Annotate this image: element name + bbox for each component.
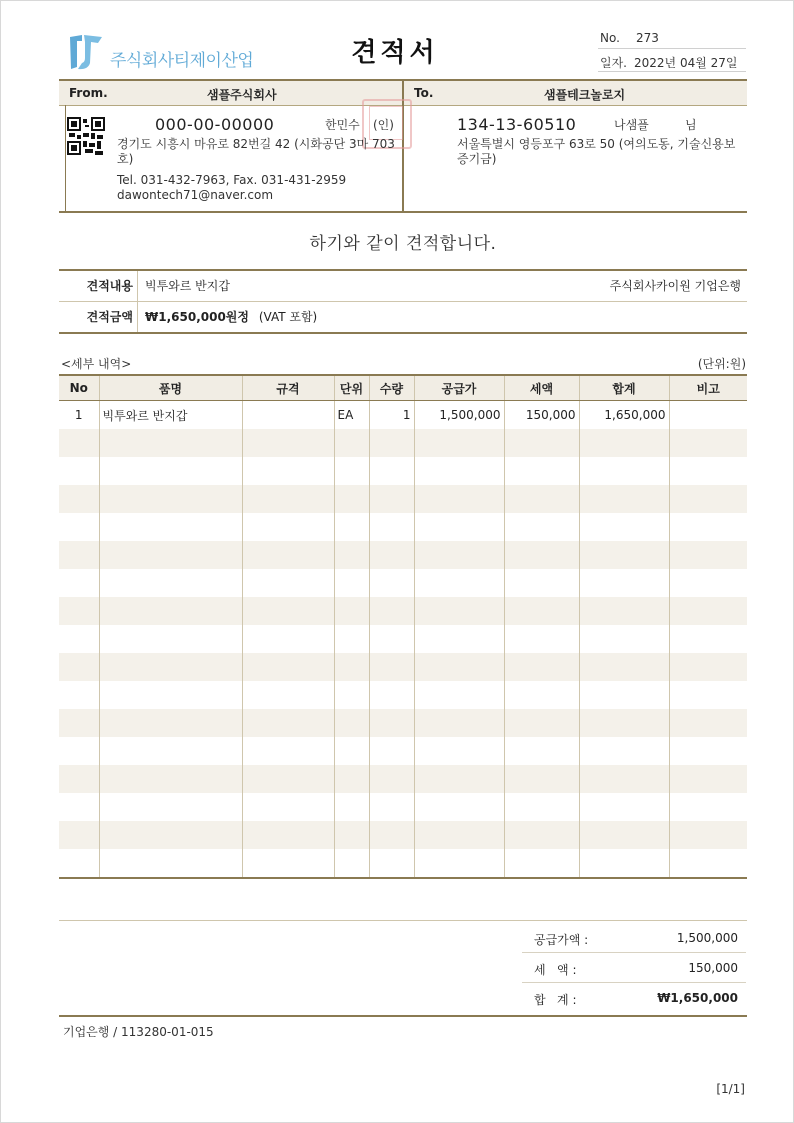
empty-cell xyxy=(579,849,669,878)
empty-cell xyxy=(99,793,242,821)
empty-cell xyxy=(99,513,242,541)
empty-cell xyxy=(669,541,747,569)
empty-cell xyxy=(59,457,99,485)
table-row-empty xyxy=(59,737,747,765)
empty-cell xyxy=(334,765,369,793)
amount-label: 견적금액 xyxy=(59,302,138,332)
empty-cell xyxy=(242,541,334,569)
empty-cell xyxy=(369,793,414,821)
empty-cell xyxy=(242,681,334,709)
from-side-rule xyxy=(65,105,66,211)
col-item: 품명 xyxy=(99,375,242,401)
tax-total-line xyxy=(522,953,746,983)
empty-cell xyxy=(504,653,579,681)
grand-total-value: ₩1,650,000 xyxy=(657,991,738,1005)
empty-cell xyxy=(369,765,414,793)
company-logo xyxy=(68,33,268,73)
empty-cell xyxy=(99,457,242,485)
table-header-row xyxy=(59,375,747,401)
empty-cell xyxy=(669,485,747,513)
to-contact: 나샘플 xyxy=(614,118,649,132)
table-row-empty xyxy=(59,849,747,878)
empty-cell xyxy=(504,849,579,878)
cell-qty: 1 xyxy=(369,401,414,430)
empty-cell xyxy=(99,653,242,681)
doc-date-value: 2022년 04월 27일 xyxy=(634,56,738,70)
empty-cell xyxy=(504,821,579,849)
cell-supply: 1,500,000 xyxy=(414,401,504,430)
empty-cell xyxy=(414,541,504,569)
empty-cell xyxy=(369,709,414,737)
empty-cell xyxy=(414,793,504,821)
items-table xyxy=(59,374,747,879)
unit-label: (단위:원) xyxy=(697,357,746,371)
empty-cell xyxy=(334,821,369,849)
empty-cell xyxy=(579,513,669,541)
amount-value-group xyxy=(145,302,317,332)
empty-cell xyxy=(59,765,99,793)
empty-cell xyxy=(59,513,99,541)
amount-note: (VAT 포함) xyxy=(258,310,318,324)
grand-total-label: 합 계 : xyxy=(534,993,577,1007)
seal-mark: (인) xyxy=(373,118,394,132)
empty-cell xyxy=(504,709,579,737)
col-supply: 공급가 xyxy=(414,375,504,401)
table-row-empty xyxy=(59,765,747,793)
bank-account: 기업은행 / 113280-01-015 xyxy=(63,1025,214,1039)
doc-date-label: 일자. xyxy=(600,56,627,70)
table-row-empty xyxy=(59,429,747,457)
empty-cell xyxy=(59,653,99,681)
cell-item: 빅투와르 반지갑 xyxy=(99,401,242,430)
content-label: 견적내용 xyxy=(59,271,138,301)
empty-cell xyxy=(99,485,242,513)
page-number: [1/1] xyxy=(716,1082,745,1096)
empty-cell xyxy=(669,429,747,457)
empty-cell xyxy=(504,737,579,765)
empty-cell xyxy=(504,541,579,569)
col-note: 비고 xyxy=(669,375,747,401)
empty-cell xyxy=(669,849,747,878)
empty-cell xyxy=(579,653,669,681)
from-tel-fax: Tel. 031-432-7963, Fax. 031-431-2959 xyxy=(117,173,347,187)
empty-cell xyxy=(242,793,334,821)
empty-cell xyxy=(242,513,334,541)
empty-cell xyxy=(669,793,747,821)
empty-cell xyxy=(99,765,242,793)
table-row-empty xyxy=(59,569,747,597)
empty-cell xyxy=(59,625,99,653)
empty-cell xyxy=(579,457,669,485)
to-honorific: 님 xyxy=(685,118,697,132)
empty-cell xyxy=(242,821,334,849)
empty-cell xyxy=(414,709,504,737)
document-title: 견적서 xyxy=(351,38,439,68)
logo-mark-icon xyxy=(68,33,104,71)
empty-cell xyxy=(334,681,369,709)
empty-cell xyxy=(59,597,99,625)
empty-cell xyxy=(242,709,334,737)
empty-cell xyxy=(414,681,504,709)
empty-cell xyxy=(99,821,242,849)
empty-cell xyxy=(99,569,242,597)
empty-cell xyxy=(369,429,414,457)
amount-value: ₩1,650,000원정 xyxy=(145,310,249,324)
empty-cell xyxy=(504,485,579,513)
empty-cell xyxy=(579,625,669,653)
empty-cell xyxy=(99,737,242,765)
empty-cell xyxy=(669,597,747,625)
empty-cell xyxy=(242,653,334,681)
tax-total-label: 세 액 : xyxy=(534,963,577,977)
summary-content-row xyxy=(59,271,747,301)
parties-block xyxy=(59,79,747,213)
empty-cell xyxy=(669,681,747,709)
empty-cell xyxy=(99,709,242,737)
empty-cell xyxy=(59,737,99,765)
empty-cell xyxy=(59,821,99,849)
empty-cell xyxy=(579,765,669,793)
table-row-empty xyxy=(59,821,747,849)
table-row-empty xyxy=(59,597,747,625)
empty-cell xyxy=(579,541,669,569)
empty-cell xyxy=(242,429,334,457)
detail-label: <세부 내역> xyxy=(61,357,132,371)
empty-cell xyxy=(504,457,579,485)
cell-unit: EA xyxy=(334,401,369,430)
empty-cell xyxy=(669,513,747,541)
supply-total-value: 1,500,000 xyxy=(676,931,738,945)
empty-cell xyxy=(99,429,242,457)
from-biz-number: 000-00-00000 xyxy=(155,115,275,134)
col-spec: 규격 xyxy=(242,375,334,401)
grand-total-line xyxy=(522,983,746,1012)
empty-cell xyxy=(334,625,369,653)
empty-cell xyxy=(669,457,747,485)
empty-cell xyxy=(504,681,579,709)
empty-cell xyxy=(579,737,669,765)
totals-top-rule xyxy=(59,920,747,921)
table-row-empty xyxy=(59,485,747,513)
table-row-empty xyxy=(59,793,747,821)
table-row-empty xyxy=(59,681,747,709)
empty-cell xyxy=(414,485,504,513)
supply-total-line xyxy=(522,923,746,953)
empty-cell xyxy=(242,737,334,765)
table-row-empty xyxy=(59,457,747,485)
empty-cell xyxy=(414,821,504,849)
empty-cell xyxy=(242,485,334,513)
col-tax: 세액 xyxy=(504,375,579,401)
doc-number-value: 273 xyxy=(636,31,659,45)
col-no: No xyxy=(59,375,99,401)
from-representative: 한민수 xyxy=(325,118,360,132)
empty-cell xyxy=(669,737,747,765)
cell-spec xyxy=(242,401,334,430)
table-row xyxy=(59,401,747,430)
qr-code-icon xyxy=(67,117,105,155)
empty-cell xyxy=(414,457,504,485)
from-label: From. xyxy=(69,86,108,100)
empty-cell xyxy=(579,821,669,849)
supply-total-label: 공급가액 : xyxy=(534,933,589,947)
empty-cell xyxy=(334,457,369,485)
empty-cell xyxy=(669,625,747,653)
table-row-empty xyxy=(59,541,747,569)
empty-cell xyxy=(579,569,669,597)
empty-cell xyxy=(242,597,334,625)
cell-total: 1,650,000 xyxy=(579,401,669,430)
doc-number xyxy=(598,28,746,49)
cell-tax: 150,000 xyxy=(504,401,579,430)
empty-cell xyxy=(334,849,369,878)
empty-cell xyxy=(242,849,334,878)
empty-cell xyxy=(414,737,504,765)
doc-date xyxy=(598,51,746,72)
to-header xyxy=(404,81,747,106)
empty-cell xyxy=(504,793,579,821)
empty-cell xyxy=(99,681,242,709)
empty-cell xyxy=(504,569,579,597)
empty-cell xyxy=(414,597,504,625)
empty-cell xyxy=(369,597,414,625)
empty-cell xyxy=(369,457,414,485)
empty-cell xyxy=(504,625,579,653)
empty-cell xyxy=(504,597,579,625)
from-company: 샘플주식회사 xyxy=(207,88,277,102)
empty-cell xyxy=(414,625,504,653)
empty-cell xyxy=(59,569,99,597)
empty-cell xyxy=(369,821,414,849)
empty-cell xyxy=(369,653,414,681)
from-address: 경기도 시흥시 마유로 82번길 42 (시화공단 3마 703호) xyxy=(117,137,395,166)
content-value: 빅투와르 반지갑 xyxy=(145,279,230,293)
empty-cell xyxy=(369,485,414,513)
empty-cell xyxy=(59,849,99,878)
col-unit: 단위 xyxy=(334,375,369,401)
empty-cell xyxy=(504,765,579,793)
cell-note xyxy=(669,401,747,430)
empty-cell xyxy=(334,429,369,457)
empty-cell xyxy=(242,625,334,653)
to-company: 샘플테크놀로지 xyxy=(544,88,626,102)
empty-cell xyxy=(669,821,747,849)
to-biz-number: 134-13-60510 xyxy=(457,115,577,134)
from-email: dawontech71@naver.com xyxy=(117,188,274,202)
empty-cell xyxy=(99,849,242,878)
empty-cell xyxy=(59,541,99,569)
empty-cell xyxy=(334,737,369,765)
empty-cell xyxy=(59,709,99,737)
empty-cell xyxy=(669,653,747,681)
empty-cell xyxy=(414,653,504,681)
col-qty: 수량 xyxy=(369,375,414,401)
empty-cell xyxy=(334,513,369,541)
empty-cell xyxy=(59,485,99,513)
empty-cell xyxy=(414,569,504,597)
empty-cell xyxy=(669,709,747,737)
empty-cell xyxy=(579,709,669,737)
empty-cell xyxy=(579,597,669,625)
empty-cell xyxy=(579,429,669,457)
table-row-empty xyxy=(59,625,747,653)
empty-cell xyxy=(334,569,369,597)
table-row-empty xyxy=(59,513,747,541)
logo-text: 주식회사티제이산업 xyxy=(110,51,254,71)
empty-cell xyxy=(414,513,504,541)
to-address: 서울특별시 영등포구 63로 50 (여의도동, 기술신용보증기금) xyxy=(457,137,736,166)
empty-cell xyxy=(99,541,242,569)
empty-cell xyxy=(334,709,369,737)
empty-cell xyxy=(59,681,99,709)
empty-cell xyxy=(669,765,747,793)
empty-cell xyxy=(579,681,669,709)
empty-cell xyxy=(414,765,504,793)
table-row-empty xyxy=(59,653,747,681)
cell-no: 1 xyxy=(74,408,83,422)
empty-cell xyxy=(334,597,369,625)
empty-cell xyxy=(242,569,334,597)
empty-cell xyxy=(579,485,669,513)
empty-cell xyxy=(414,429,504,457)
empty-cell xyxy=(334,793,369,821)
empty-cell xyxy=(59,793,99,821)
col-total: 합계 xyxy=(579,375,669,401)
empty-cell xyxy=(242,765,334,793)
empty-cell xyxy=(369,737,414,765)
empty-cell xyxy=(369,625,414,653)
empty-cell xyxy=(669,569,747,597)
empty-cell xyxy=(369,569,414,597)
empty-cell xyxy=(334,653,369,681)
from-header xyxy=(59,81,402,106)
empty-cell xyxy=(369,849,414,878)
tax-total-value: 150,000 xyxy=(688,961,738,975)
empty-cell xyxy=(99,597,242,625)
empty-cell xyxy=(369,513,414,541)
empty-cell xyxy=(504,513,579,541)
empty-cell xyxy=(369,541,414,569)
empty-cell xyxy=(579,793,669,821)
empty-cell xyxy=(414,849,504,878)
table-row-empty xyxy=(59,709,747,737)
summary-amount-row xyxy=(59,301,747,332)
greeting: 하기와 같이 견적합니다. xyxy=(309,234,497,254)
to-label: To. xyxy=(414,86,434,100)
empty-cell xyxy=(504,429,579,457)
quote-summary xyxy=(59,269,747,334)
empty-cell xyxy=(369,681,414,709)
empty-cell xyxy=(334,485,369,513)
empty-cell xyxy=(99,625,242,653)
doc-number-label: No. xyxy=(600,31,620,45)
empty-cell xyxy=(242,457,334,485)
empty-cell xyxy=(59,429,99,457)
totals-bottom-rule xyxy=(59,1015,747,1017)
bank-name: 주식회사카이원 기업은행 xyxy=(609,279,741,293)
empty-cell xyxy=(334,541,369,569)
